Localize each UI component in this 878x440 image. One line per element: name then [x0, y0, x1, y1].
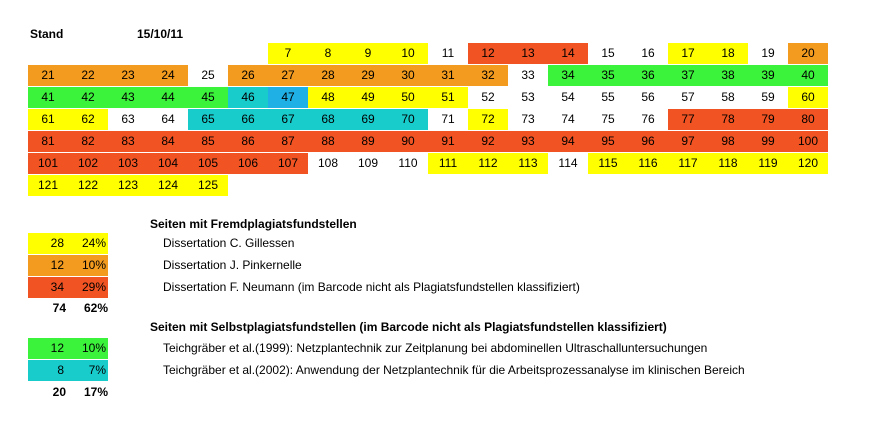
page-cell: 50	[388, 87, 428, 108]
legend-percent: 24%	[81, 236, 106, 250]
page-cell: 82	[68, 131, 108, 152]
page-cell: 49	[348, 87, 388, 108]
page-cell: 22	[68, 65, 108, 86]
page-cell: 37	[668, 65, 708, 86]
page-cell: 40	[788, 65, 828, 86]
page-cell: 98	[708, 131, 748, 152]
page-cell: 18	[708, 43, 748, 64]
page-cell: 118	[708, 153, 748, 174]
page-cell: 83	[108, 131, 148, 152]
page-cell: 69	[348, 109, 388, 130]
page-cell: 60	[788, 87, 828, 108]
page-cell: 53	[508, 87, 548, 108]
page-cell: 30	[388, 65, 428, 86]
legend-count: 28	[50, 236, 64, 250]
page-cell: 119	[748, 153, 788, 174]
page-cell: 27	[268, 65, 308, 86]
page-cell: 124	[148, 175, 188, 196]
page-cell: 71	[428, 109, 468, 130]
page-cell: 90	[388, 131, 428, 152]
page-cell: 64	[148, 109, 188, 130]
page-cell: 68	[308, 109, 348, 130]
page-cell: 67	[268, 109, 308, 130]
legend-description: Dissertation J. Pinkernelle	[163, 258, 302, 272]
page-cell: 78	[708, 109, 748, 130]
page-cell: 63	[108, 109, 148, 130]
page-cell: 123	[108, 175, 148, 196]
page-cell: 95	[588, 131, 628, 152]
page-cell: 11	[428, 43, 468, 64]
page-cell: 100	[788, 131, 828, 152]
page-cell: 61	[28, 109, 68, 130]
stand-label: Stand	[30, 27, 64, 41]
page-cell: 28	[308, 65, 348, 86]
legend-count: 12	[50, 258, 64, 272]
page-cell: 106	[228, 153, 268, 174]
page-cell: 25	[188, 65, 228, 86]
page-cell: 66	[228, 109, 268, 130]
page-cell: 12	[468, 43, 508, 64]
page-cell: 35	[588, 65, 628, 86]
page-cell: 97	[668, 131, 708, 152]
page-cell: 19	[748, 43, 788, 64]
page-cell: 33	[508, 65, 548, 86]
page-cell: 48	[308, 87, 348, 108]
page-cell: 92	[468, 131, 508, 152]
page-cell: 77	[668, 109, 708, 130]
page-cell: 109	[348, 153, 388, 174]
page-cell: 54	[548, 87, 588, 108]
page-cell: 116	[628, 153, 668, 174]
selbst-total-count: 20	[52, 385, 66, 399]
legend-count: 34	[50, 280, 64, 294]
page-cell: 104	[148, 153, 188, 174]
page-cell: 115	[588, 153, 628, 174]
page-cell: 73	[508, 109, 548, 130]
page-cell: 10	[388, 43, 428, 64]
legend-percent: 10%	[81, 341, 106, 355]
page-cell: 24	[148, 65, 188, 86]
page-cell: 44	[148, 87, 188, 108]
page-cell: 57	[668, 87, 708, 108]
page-cell: 65	[188, 109, 228, 130]
stand-date: 15/10/11	[137, 27, 184, 41]
selbst-total-pct: 17%	[83, 385, 108, 399]
page-cell: 34	[548, 65, 588, 86]
legend-percent: 10%	[81, 258, 106, 272]
page-cell: 102	[68, 153, 108, 174]
page-cell: 59	[748, 87, 788, 108]
page-cell: 81	[28, 131, 68, 152]
page-cell: 8	[308, 43, 348, 64]
page-cell: 125	[188, 175, 228, 196]
legend-swatch	[28, 233, 108, 254]
page-cell: 15	[588, 43, 628, 64]
page-cell: 43	[108, 87, 148, 108]
page-cell: 42	[68, 87, 108, 108]
page-cell: 87	[268, 131, 308, 152]
legend-count: 8	[57, 363, 64, 377]
page-cell: 23	[108, 65, 148, 86]
page-cell: 26	[228, 65, 268, 86]
page-cell: 39	[748, 65, 788, 86]
page-cell: 85	[188, 131, 228, 152]
legend-count: 12	[50, 341, 64, 355]
page-cell: 45	[188, 87, 228, 108]
page-cell: 20	[788, 43, 828, 64]
page-cell: 114	[548, 153, 588, 174]
page-cell: 14	[548, 43, 588, 64]
page-cell: 105	[188, 153, 228, 174]
page-cell: 91	[428, 131, 468, 152]
page-cell: 56	[628, 87, 668, 108]
page-cell: 76	[628, 109, 668, 130]
selbst-heading: Seiten mit Selbstplagiatsfundstellen (im Barcode nicht als Plagiatsfundstellen klassifiziert)	[150, 320, 667, 334]
page-cell: 80	[788, 109, 828, 130]
page-cell: 122	[68, 175, 108, 196]
legend-description: Dissertation F. Neumann (im Barcode nicht als Plagiatsfundstellen klassifiziert)	[163, 280, 580, 294]
page-cell: 96	[628, 131, 668, 152]
page-cell: 110	[388, 153, 428, 174]
page-cell: 13	[508, 43, 548, 64]
page-cell: 84	[148, 131, 188, 152]
page-cell: 101	[28, 153, 68, 174]
page-cell: 62	[68, 109, 108, 130]
page-cell: 72	[468, 109, 508, 130]
page-cell: 121	[28, 175, 68, 196]
page-cell: 38	[708, 65, 748, 86]
page-cell: 58	[708, 87, 748, 108]
legend-description: Dissertation C. Gillessen	[163, 236, 295, 250]
fremd-total-pct: 62%	[83, 301, 108, 315]
page-cell: 7	[268, 43, 308, 64]
legend-swatch	[28, 277, 108, 298]
page-cell: 111	[428, 153, 468, 174]
page-cell: 55	[588, 87, 628, 108]
page-cell: 17	[668, 43, 708, 64]
page-cell: 32	[468, 65, 508, 86]
page-cell: 117	[668, 153, 708, 174]
page-cell: 103	[108, 153, 148, 174]
page-cell: 52	[468, 87, 508, 108]
page-cell: 113	[508, 153, 548, 174]
page-cell: 31	[428, 65, 468, 86]
page-cell: 93	[508, 131, 548, 152]
legend-description: Teichgräber et al.(1999): Netzplantechnik zur Zeitplanung bei abdominellen Ultraschalluntersuchungen	[163, 341, 708, 355]
page-cell: 120	[788, 153, 828, 174]
page-cell: 46	[228, 87, 268, 108]
page-cell: 74	[548, 109, 588, 130]
page-cell: 79	[748, 109, 788, 130]
page-cell: 107	[268, 153, 308, 174]
page-cell: 89	[348, 131, 388, 152]
legend-percent: 29%	[81, 280, 106, 294]
legend-percent: 7%	[88, 363, 106, 377]
page-cell: 41	[28, 87, 68, 108]
page-cell: 29	[348, 65, 388, 86]
page-cell: 86	[228, 131, 268, 152]
legend-description: Teichgräber et al.(2002): Anwendung der Netzplantechnik für die Arbeitsprozessanalyse im klinischen Bereich	[163, 363, 745, 377]
legend-swatch	[28, 338, 108, 359]
page-cell: 21	[28, 65, 68, 86]
page-cell: 112	[468, 153, 508, 174]
legend-swatch	[28, 360, 108, 381]
page-cell: 16	[628, 43, 668, 64]
page-cell: 36	[628, 65, 668, 86]
page-cell: 51	[428, 87, 468, 108]
page-cell: 75	[588, 109, 628, 130]
fremd-heading: Seiten mit Fremdplagiatsfundstellen	[150, 217, 357, 231]
page-cell: 70	[388, 109, 428, 130]
legend-swatch	[28, 255, 108, 276]
page-cell: 94	[548, 131, 588, 152]
page-cell: 47	[268, 87, 308, 108]
page-cell: 108	[308, 153, 348, 174]
page-cell: 99	[748, 131, 788, 152]
page-cell: 88	[308, 131, 348, 152]
fremd-total-count: 74	[52, 301, 66, 315]
page-cell: 9	[348, 43, 388, 64]
